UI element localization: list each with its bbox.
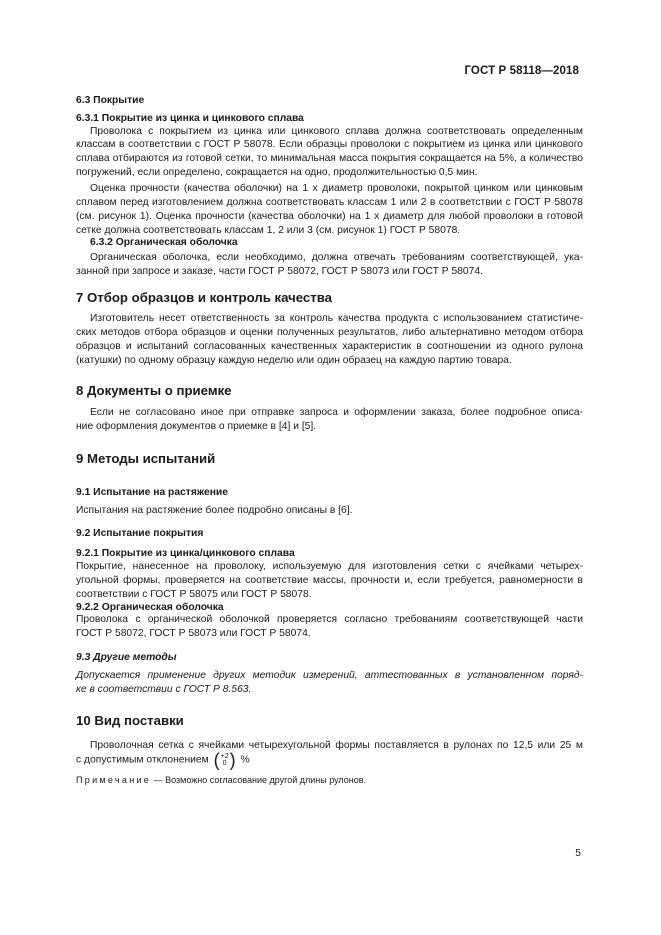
text-line: Проволока с органической оболочкой проверяется согласно требованиям соответствующей части bbox=[76, 614, 583, 625]
text-line: Испытания на растяжение более подробно описаны в [6]. bbox=[76, 505, 353, 516]
text-line: сплава отбираются из готовой сетки, то минимальная масса покрытия сокращается на 5%, а количество bbox=[76, 153, 583, 164]
text-line: сплавом перед изготовлением должна соответствовать классам 1 или 2 в соответствии с ГОСТ Р 58078 bbox=[76, 197, 583, 208]
text-line: образцов и испытаний согласованных качественных характеристик в соотношении из одного рулона bbox=[76, 341, 583, 352]
text-line: Допускается применение других методик измерений, аттестованных в установленном поряд- bbox=[76, 670, 583, 681]
page-number: 5 bbox=[575, 848, 581, 859]
text-line: (см. рисунок 1). Оценка прочности (качества оболочки) на 1 х диаметр для любой проволоки в готовой bbox=[76, 211, 583, 222]
text-line: (катушки) по одному образцу каждую неделю или один образец на каждую партию товара. bbox=[76, 355, 512, 366]
text-line: Проволочная сетка с ячейками четырехугольной формы поставляется в рулонах по 12,5 или 25 м bbox=[90, 740, 583, 751]
text-line: Проволока с покрытием из цинка или цинкового сплава должна соответствовать определенным bbox=[90, 126, 583, 137]
text-line: ских методов отбора образцов и оценки полученных результатов, либо альтернативно методом отбора bbox=[76, 327, 583, 338]
subsection-heading: 9.3 Другие методы bbox=[76, 652, 177, 663]
subsection-heading: 9.2.2 Органическая оболочка bbox=[76, 602, 224, 613]
section-heading: 9 Методы испытаний bbox=[76, 451, 216, 466]
text-line: Покрытие, нанесенное на проволоку, используемую для изготовления сетки с ячейками четырех- bbox=[76, 561, 583, 572]
text-line: ке в соответствии с ГОСТ Р 8.563. bbox=[76, 684, 252, 695]
text-line: Изготовитель несет ответственность за контроль качества продукта с использованием статистиче- bbox=[90, 313, 583, 324]
text-line: погружений, если определено, сокращается на одно, продолжительностью 0,5 мин. bbox=[76, 167, 478, 178]
subsection-heading: 9.2.1 Покрытие из цинка/цинкового сплава bbox=[76, 548, 295, 559]
note-text: — Возможно согласование другой длины рулонов. bbox=[153, 775, 367, 785]
tolerance-line bbox=[76, 752, 250, 768]
subsection-heading: 6.3.2 Органическая оболочка bbox=[90, 237, 238, 248]
section-6-3-1-paragraph-1 bbox=[90, 125, 583, 139]
section-6-3-title: 6.3 Покрытие bbox=[76, 95, 145, 106]
section-heading: 10 Вид поставки bbox=[76, 713, 184, 728]
text-line: ние оформления документов о приемке в [4] и [5]. bbox=[76, 421, 317, 432]
section-6-3-1-title: 6.3.1 Покрытие из цинка и цинкового сплава bbox=[76, 113, 304, 124]
text-line: соответствии с ГОСТ Р 58075 или ГОСТ Р 58078. bbox=[76, 589, 312, 600]
subsection-heading: 9.1 Испытание на растяжение bbox=[76, 487, 228, 498]
note-label: Примечание bbox=[76, 775, 152, 785]
text-line: Оценка прочности (качества оболочки) на 1 х диаметр проволоки, покрытой цинком или цинковым bbox=[90, 183, 583, 194]
text-line: ГОСТ Р 58072, ГОСТ Р 58073 или ГОСТ Р 58074. bbox=[76, 628, 311, 639]
text-line: Если не согласовано иное при отправке запроса и оформлении заказа, более подробное описа- bbox=[90, 407, 583, 418]
note bbox=[76, 775, 366, 785]
text-line: угольной формы, проверяется на соответствие массы, прочности и, если требуется, равномерности в bbox=[76, 575, 583, 586]
section-heading: 8 Документы о приемке bbox=[76, 383, 232, 398]
text-line: классам в соответствии с ГОСТ Р 58078. Если образцы проволоки с покрытием из цинка или цинкового bbox=[76, 139, 583, 150]
text-line: Органическая оболочка, если необходимо, должна отвечать требованиям соответствующей, ука- bbox=[90, 252, 583, 263]
tolerance-lower: 0 bbox=[222, 760, 227, 767]
text-line: занной при запросе и заказе, части ГОСТ Р 58072, ГОСТ Р 58073 или ГОСТ Р 58074. bbox=[76, 266, 483, 277]
document-code: ГОСТ Р 58118—2018 bbox=[464, 65, 579, 77]
text-line: сетке должна соответствовать классам 1, 2 или 3 (см. рисунок 1) ГОСТ Р 58078. bbox=[76, 225, 461, 236]
tolerance-prefix: с допустимым отклонением bbox=[76, 754, 209, 766]
tolerance-upper: +2 bbox=[220, 752, 229, 760]
section-heading: 7 Отбор образцов и контроль качества bbox=[76, 290, 332, 305]
tolerance-fraction: (+2 0 ) bbox=[213, 750, 236, 770]
subsection-heading: 9.2 Испытание покрытия bbox=[76, 528, 204, 539]
tolerance-suffix: % bbox=[240, 754, 250, 766]
